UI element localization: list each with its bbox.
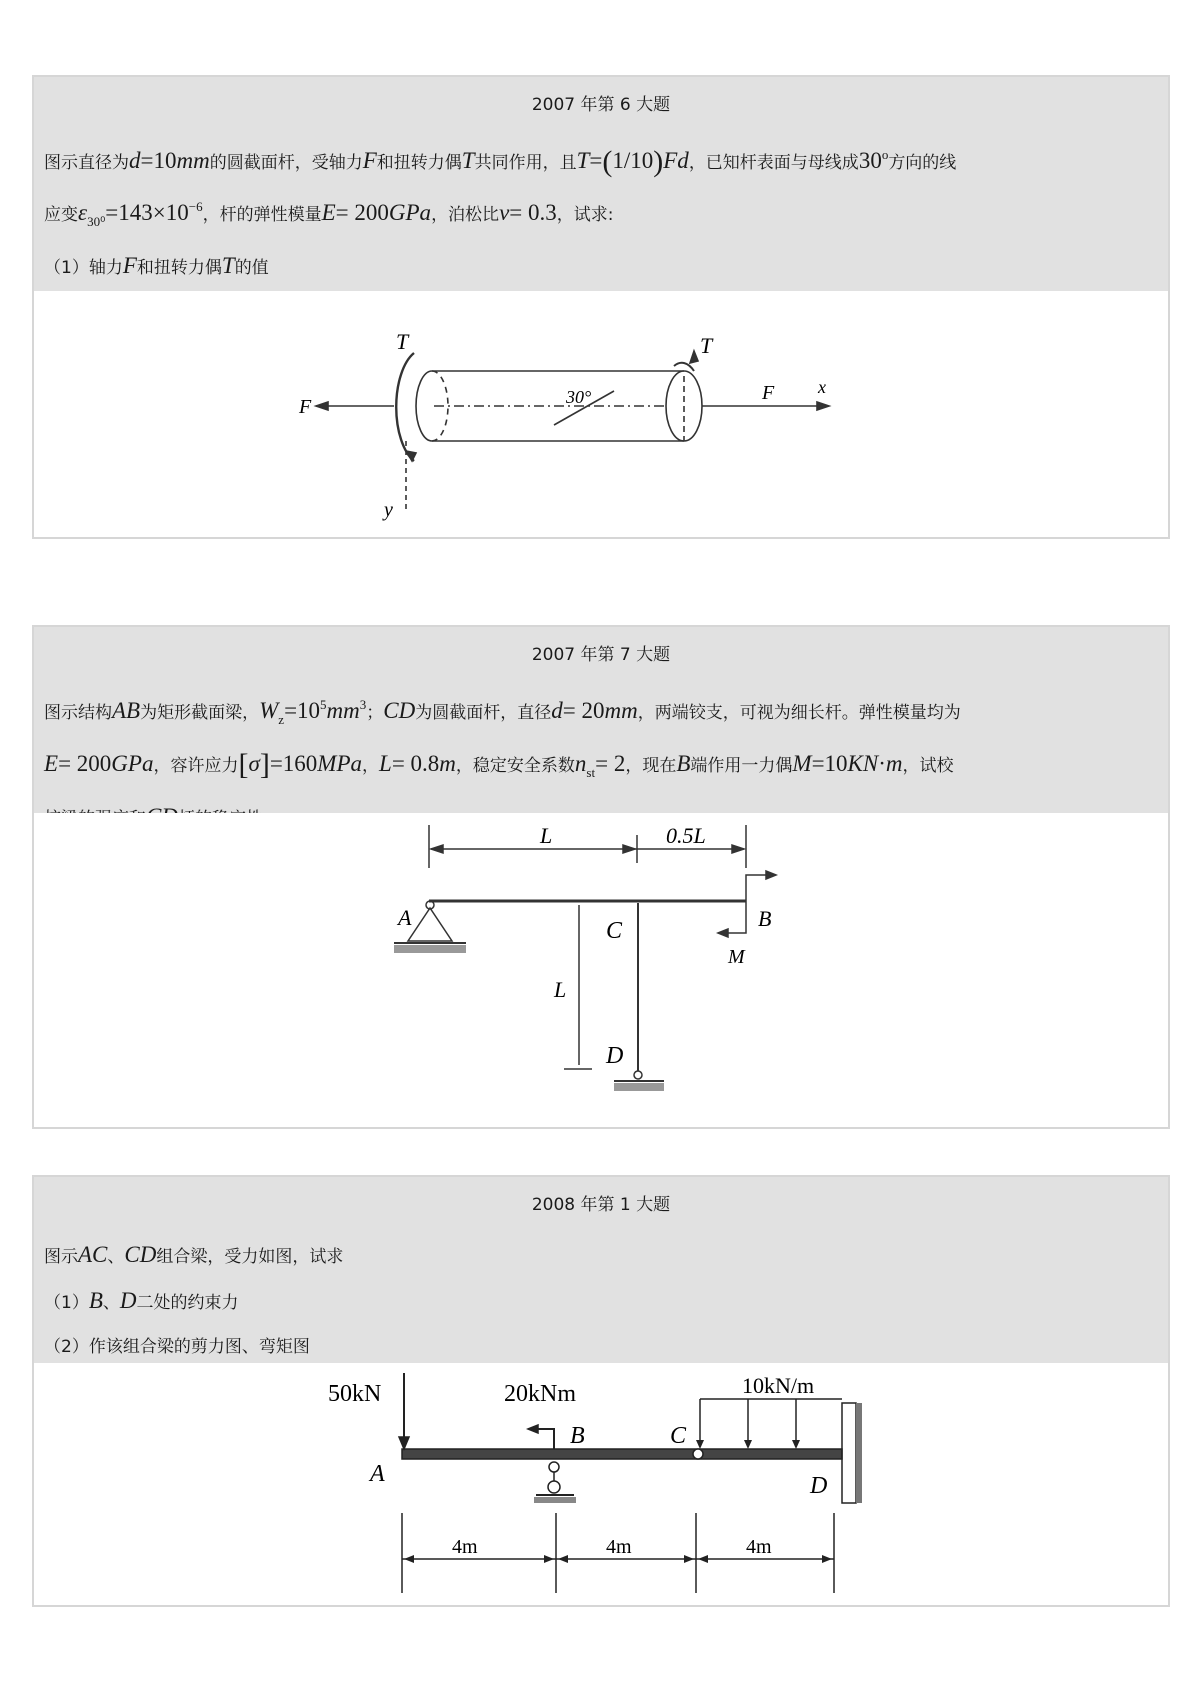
- label-d: D: [810, 1473, 828, 1499]
- dist-load-head-1: [696, 1440, 704, 1449]
- compound-beam-diagram: [34, 1363, 1168, 1605]
- shaft-left-end: [416, 371, 432, 441]
- moment-m-arrow-top: [766, 871, 776, 879]
- span-label-2: 4m: [606, 1536, 632, 1558]
- torque-t-right-head: [690, 351, 698, 363]
- beam-column-diagram: [34, 813, 1168, 1127]
- problem-header: [34, 1177, 1168, 1363]
- problem-text-line: E= 200GPa，容许应力[σ]=160MPa，L= 0.8m，稳定安全系数$n_{st}= 2$，现在B端作用一力偶M=10KN·m，试校: [44, 748, 954, 781]
- support-b-roller: [548, 1481, 560, 1493]
- dim-arrow-3b: [822, 1555, 832, 1563]
- figure-shaft: [34, 291, 1168, 537]
- force-label-right: F: [762, 382, 775, 404]
- problem-text-line: 应变$\varepsilon_{30^0}=143\times 10^{-6}$，杆的弹性模量E= 200GPa，泊松比ν= 0.3，试求:: [44, 199, 614, 229]
- torque-label-left: T: [396, 329, 409, 354]
- force-label-50kn: 50kN: [328, 1381, 382, 1407]
- problem-text-line: （2）作该组合梁的剪力图、弯矩图: [44, 1337, 310, 1357]
- dim-arrow-right: [732, 845, 744, 853]
- problem-text-line: 图示结构AB为矩形截面梁，$W_z=10^5mm^3$；CD为圆截面杆，直径d= 20mm，两端铰支，可视为细长杆。弹性模量均为: [44, 697, 961, 727]
- dim-arrow-1b: [544, 1555, 554, 1563]
- moment-m-bottom: [722, 901, 746, 933]
- force-label-left: F: [299, 396, 312, 418]
- label-l-vertical: L: [554, 977, 567, 1002]
- span-label-1: 4m: [452, 1536, 478, 1558]
- x-axis-label: x: [818, 377, 826, 397]
- dim-arrow-2a: [558, 1555, 568, 1563]
- beam-ad: [402, 1449, 842, 1459]
- dim-label-05L: 0.5L: [666, 823, 706, 848]
- figure-compound-beam: [34, 1363, 1168, 1605]
- torque-t-left-head: [406, 451, 416, 461]
- dim-label-L: L: [540, 823, 553, 848]
- angle-label: 30°: [566, 387, 592, 407]
- support-d-hatch: [614, 1083, 664, 1091]
- dim-arrow-3a: [698, 1555, 708, 1563]
- hinge-c: [693, 1449, 703, 1459]
- label-a: A: [398, 905, 412, 930]
- label-b: B: [570, 1423, 585, 1449]
- dim-arrow-mid: [623, 845, 635, 853]
- fixed-support-d: [842, 1403, 856, 1503]
- support-a-hatch: [394, 945, 466, 953]
- figure-beam-column: [34, 813, 1168, 1127]
- problem-text-line: 图示AC、CD组合梁，受力如图，试求: [44, 1242, 344, 1267]
- label-b: B: [758, 906, 772, 931]
- label-d: D: [606, 1043, 624, 1069]
- pin-d: [634, 1071, 642, 1079]
- label-c: C: [670, 1423, 687, 1449]
- moment-20knm-head: [528, 1425, 538, 1433]
- problem-text-line: 图示直径为d=10mm的圆截面杆，受轴力F和扭转力偶T共同作用，且T=(1/10)Fd，已知杆表面与母线成30$^o$方向的线: [44, 145, 957, 178]
- force-f-right-head: [817, 402, 829, 410]
- problem-card-2: [32, 625, 1170, 1129]
- label-m: M: [728, 946, 745, 968]
- dim-arrow-2b: [684, 1555, 694, 1563]
- torque-t-right-arc: [674, 363, 694, 371]
- torque-label-right: T: [700, 333, 713, 358]
- label-a: A: [370, 1461, 385, 1487]
- problem-card-3: [32, 1175, 1170, 1607]
- support-b-hatch: [534, 1497, 576, 1503]
- torque-t-left-arc: [396, 353, 414, 461]
- dist-load-label: 10kN/m: [742, 1373, 815, 1398]
- problem-text-line: （1）B、D二处的约束力: [44, 1288, 239, 1313]
- moment-label-20knm: 20kNm: [504, 1381, 576, 1407]
- dist-load-head-3: [792, 1440, 800, 1449]
- y-axis-label: y: [384, 499, 393, 521]
- problem-header: [34, 77, 1168, 291]
- span-label-3: 4m: [746, 1536, 772, 1558]
- support-a-triangle: [408, 908, 452, 941]
- moment-m-arrow-bottom: [718, 929, 728, 937]
- problem-title: 2008 年第 1 大题: [531, 1195, 671, 1215]
- label-c: C: [606, 918, 623, 944]
- problem-card-1: [32, 75, 1170, 539]
- shaft-diagram: [34, 291, 1168, 537]
- problem-header: [34, 627, 1168, 813]
- fixed-support-hatch: [856, 1403, 862, 1503]
- problem-title: 2007 年第 6 大题: [531, 95, 671, 115]
- support-b-pin: [549, 1462, 559, 1472]
- dim-arrow-left: [431, 845, 443, 853]
- force-50kn-head: [399, 1437, 409, 1449]
- force-f-left-head: [316, 402, 328, 410]
- problem-title: 2007 年第 7 大题: [531, 645, 671, 665]
- problem-text-line: （1）轴力F和扭转力偶T的值: [44, 253, 269, 278]
- dist-load-head-2: [744, 1440, 752, 1449]
- dim-arrow-1a: [404, 1555, 414, 1563]
